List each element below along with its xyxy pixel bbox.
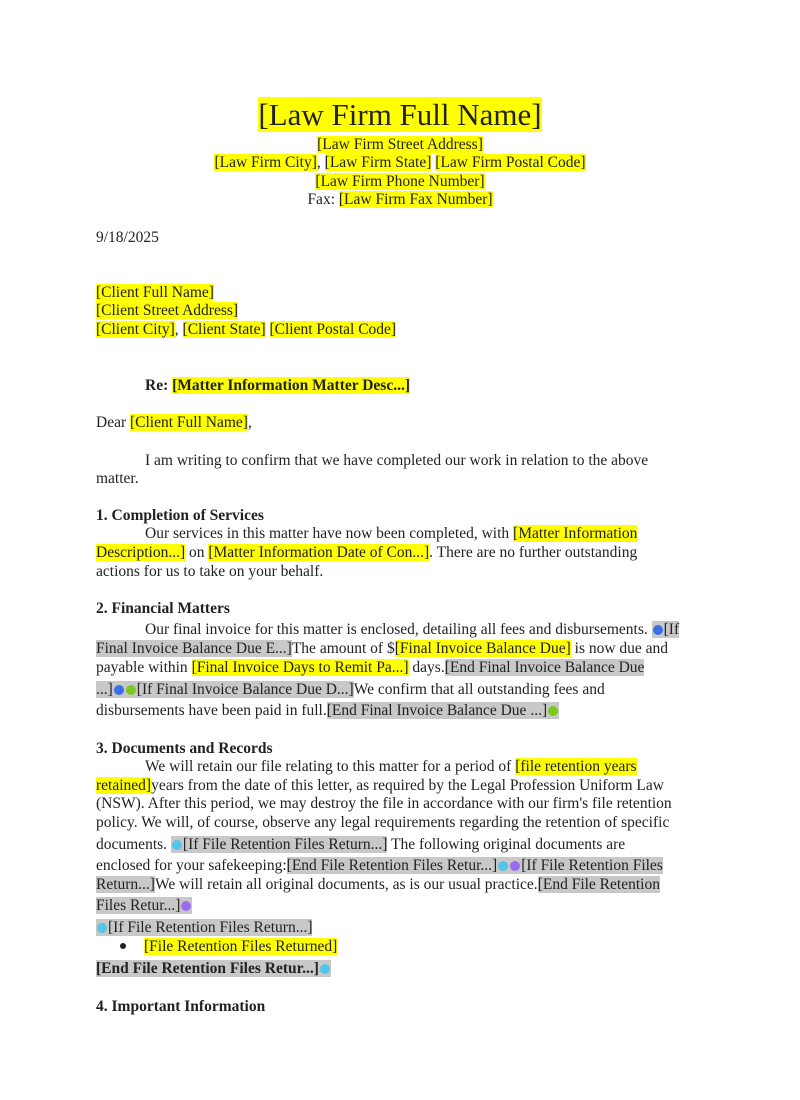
s3-if-files-return-label-3: [If File Retention Files Return...] <box>108 919 313 936</box>
blue-marker-icon <box>114 685 124 695</box>
s2-if-balance-due-d-label: [If Final Invoice Balance Due D...] <box>136 681 354 698</box>
firm-name-field[interactable]: [Law Firm Full Name] <box>258 97 542 132</box>
s2-end-balance-due-block-2[interactable] <box>327 702 559 719</box>
client-name-line <box>96 283 214 302</box>
s1-matter-date-field[interactable]: [Matter Information Date of Con...] <box>208 544 430 561</box>
re-matter-field[interactable]: [Matter Information Matter Desc...] <box>172 377 410 394</box>
s3-end-files-return-block-2[interactable] <box>96 960 331 977</box>
client-state-field[interactable]: [Client State] <box>182 321 266 338</box>
s3-if-files-return-label: [If File Retention Files Return...] <box>182 836 388 853</box>
letterhead-firm-name <box>0 96 800 134</box>
purple-marker-icon <box>510 861 520 871</box>
client-postal-field[interactable]: [Client Postal Code] <box>269 321 397 338</box>
intro-line-2: matter. <box>96 470 139 487</box>
firm-street-field[interactable]: [Law Firm Street Address] <box>317 136 483 153</box>
salutation: Dear [Client Full Name], <box>96 414 252 431</box>
s1-text-1: Our services in this matter have now been completed, with <box>145 525 514 542</box>
s2-days-to-remit-field[interactable]: [Final Invoice Days to Remit Pa...] <box>191 659 409 676</box>
s3-line-10 <box>96 959 331 978</box>
s3-text-1: We will retain our file relating to this matter for a period of <box>145 758 516 775</box>
s2-line-5 <box>96 701 559 720</box>
s3-text-8: We will retain all original documents, as is our usual practice. <box>154 876 538 893</box>
s1-line-1 <box>145 524 637 543</box>
s1-matter-desc-field[interactable]: [Matter Information <box>513 525 638 542</box>
purple-marker-icon <box>181 901 191 911</box>
s2-end-balance-due-label-2: [End Final Invoice Balance Due ...] <box>326 702 548 719</box>
cyan-marker-icon <box>320 964 330 974</box>
s3-bullet-item <box>120 937 337 956</box>
s2-line-1 <box>145 620 679 639</box>
intro-line-1: I am writing to confirm that we have completed our work in relation to the above <box>145 452 649 469</box>
re-line <box>145 376 410 395</box>
s2-text-1: Our final invoice for this matter is enclosed, detailing all fees and disbursements. <box>145 621 652 638</box>
s3-end-retention-block-cont[interactable] <box>96 897 192 914</box>
fax-label: Fax: <box>307 191 335 208</box>
s1-text-3: . There are no further outstanding <box>429 544 638 561</box>
green-marker-icon <box>548 706 558 716</box>
letter-date: 9/18/2025 <box>96 229 159 246</box>
s2-text-6: We confirm that all outstanding fees and <box>353 681 605 698</box>
green-marker-icon <box>126 685 136 695</box>
s2-end-balance-due-block-cont[interactable] <box>96 681 354 698</box>
firm-postal-field[interactable]: [Law Firm Postal Code] <box>435 154 586 171</box>
s2-text-4: payable within <box>96 659 192 676</box>
s3-if-files-return-block-2-cont[interactable]: Return...] <box>96 876 155 893</box>
s2-balance-due-field[interactable]: [Final Invoice Balance Due] <box>394 640 571 657</box>
s3-line-5 <box>96 835 625 854</box>
s2-line-4 <box>96 680 605 699</box>
s3-files-returned-field[interactable]: [File Retention Files Returned] <box>144 938 338 955</box>
s3-retention-years-field[interactable]: [file retention years <box>515 758 637 775</box>
s1-text-2: on <box>185 544 209 561</box>
cyan-marker-icon <box>498 861 508 871</box>
letterhead-city-line: [Law Firm City], [Law Firm State] [Law Firm Postal Code] <box>214 154 586 171</box>
s3-end-retention-label: Files Retur...] <box>96 897 181 914</box>
letterhead-street <box>0 135 800 154</box>
client-street-line <box>96 301 238 320</box>
s3-retention-years-field-cont[interactable]: retained] <box>96 777 152 794</box>
cyan-marker-icon <box>97 923 107 933</box>
s3-end-files-return-label-2: [End File Retention Files Retur...] <box>96 960 319 977</box>
s1-line-2 <box>96 543 637 562</box>
blue-marker-icon <box>653 625 663 635</box>
s3-text-5: documents. <box>96 836 171 853</box>
s2-end-balance-due-label: ...] <box>96 681 113 698</box>
letterhead-fax <box>0 190 800 209</box>
client-name-field[interactable]: [Client Full Name] <box>96 284 214 301</box>
s3-text-2: years from the date of this letter, as required by the Legal Profession Uniform Law <box>151 777 664 794</box>
s3-line-1 <box>145 757 637 776</box>
s3-if-files-return-label-2: [If File Retention Files <box>521 857 663 874</box>
salutation-dear: Dear <box>96 414 127 431</box>
firm-city-field[interactable]: [Law Firm City] <box>214 154 317 171</box>
s3-line-3: (NSW). After this period, we may destroy the file in accordance with our firm's file retention <box>96 795 672 812</box>
s2-line-2 <box>96 639 668 658</box>
salutation-name-field[interactable]: [Client Full Name] <box>130 414 248 431</box>
s3-line-2 <box>96 776 664 795</box>
section-4-heading: 4. Important Information <box>96 998 266 1015</box>
s3-end-files-return-block[interactable] <box>287 857 663 874</box>
firm-state-field[interactable]: [Law Firm State] <box>324 154 432 171</box>
section-1-heading: 1. Completion of Services <box>96 507 264 524</box>
s3-line-6 <box>96 856 663 875</box>
s2-text-5: days. <box>412 659 445 676</box>
s3-end-retention-block[interactable]: [End File Retention <box>537 876 660 893</box>
s2-text-7: disbursements have been paid in full. <box>96 702 327 719</box>
client-city-line: [Client City], [Client State] [Client Postal Code] <box>96 321 397 338</box>
letterhead-phone <box>0 172 800 191</box>
cyan-marker-icon <box>172 840 182 850</box>
re-label: Re: <box>145 377 169 394</box>
s3-if-files-return-block-3[interactable] <box>96 919 312 936</box>
s3-line-4: policy. We will, of course, observe any legal requirements regarding the retention of specific <box>96 814 670 831</box>
s3-end-files-return-label: [End File Retention Files Retur...] <box>286 857 498 874</box>
client-city-field[interactable]: [Client City] <box>96 321 175 338</box>
s3-line-9 <box>96 918 312 937</box>
s3-line-7 <box>96 875 660 894</box>
s2-if-balance-due-label: [If <box>663 621 680 638</box>
s2-text-3: is now due and <box>570 640 669 657</box>
s1-line-3: actions for us to take on your behalf. <box>96 563 324 580</box>
s3-text-7: enclosed for your safekeeping: <box>96 857 287 874</box>
s2-line-3 <box>96 658 644 677</box>
section-3-heading: 3. Documents and Records <box>96 740 273 757</box>
s2-if-balance-due-block[interactable] <box>652 621 680 638</box>
firm-phone-field[interactable]: [Law Firm Phone Number] <box>315 173 485 190</box>
firm-fax-field[interactable]: [Law Firm Fax Number] <box>338 191 493 208</box>
s1-matter-desc-field-cont[interactable]: Description...] <box>96 544 186 561</box>
s3-text-6: The following original documents are <box>387 836 626 853</box>
s2-if-balance-due-block-cont[interactable]: Final Invoice Balance Due E...] <box>96 640 292 657</box>
s3-if-files-return-block[interactable] <box>171 836 387 853</box>
s2-text-2: The amount of $ <box>291 640 395 657</box>
client-street-field[interactable]: [Client Street Address] <box>96 302 239 319</box>
bullet-icon <box>120 943 126 949</box>
s2-end-balance-due-block[interactable]: [End Final Invoice Balance Due <box>444 659 645 676</box>
section-2-heading: 2. Financial Matters <box>96 600 230 617</box>
s3-line-8 <box>96 896 192 915</box>
